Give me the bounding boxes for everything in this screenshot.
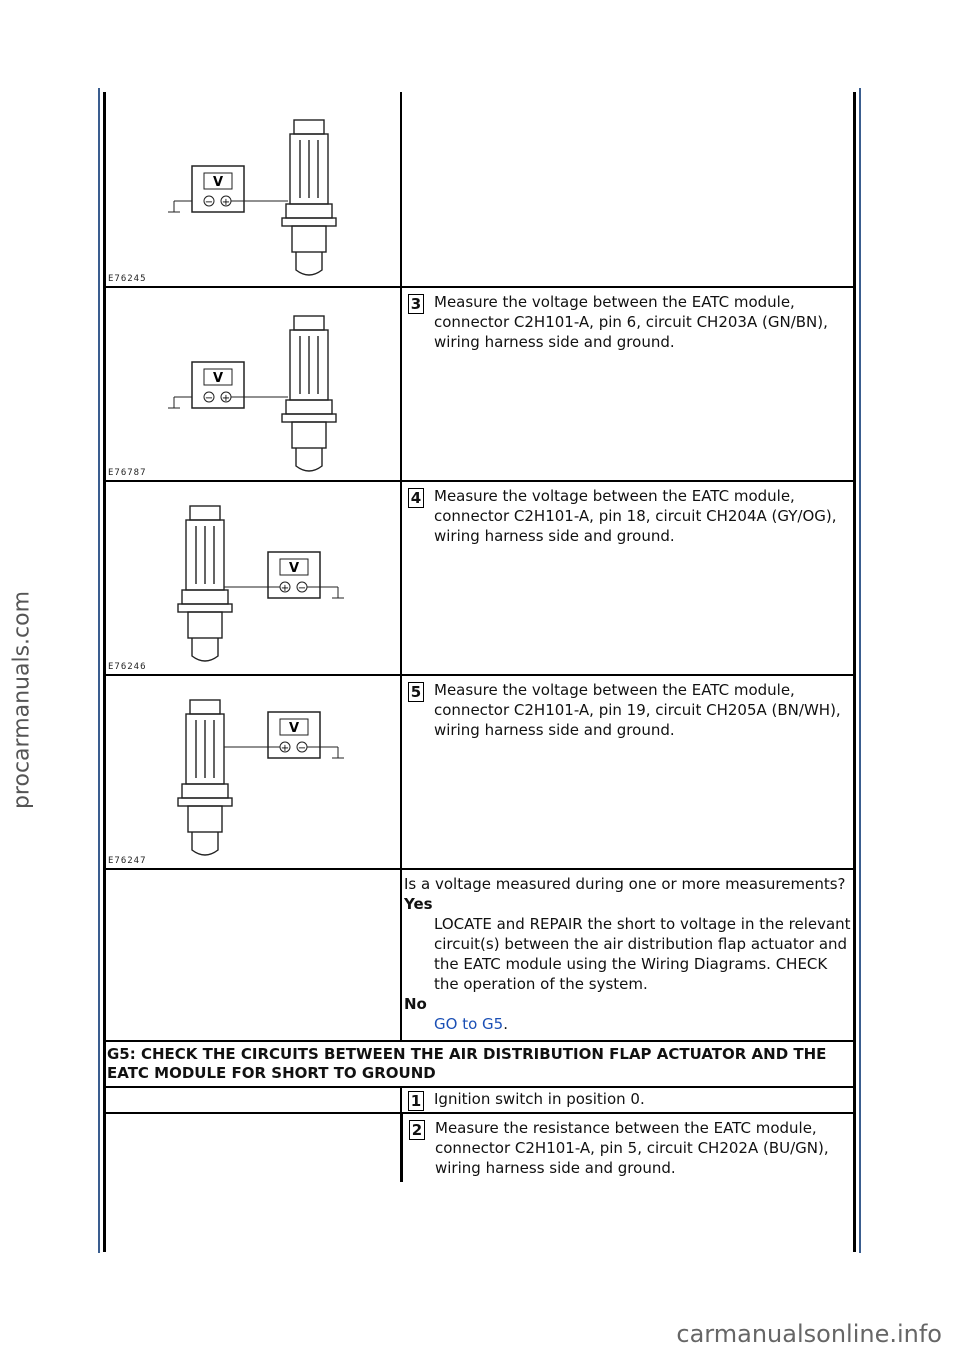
step-cell xyxy=(402,288,856,356)
g5-step-row-2 xyxy=(104,1114,856,1270)
empty-cell xyxy=(104,1114,400,1270)
no-suffix: . xyxy=(503,1015,508,1033)
no-text xyxy=(404,1014,852,1034)
figure-id: E76246 xyxy=(108,662,147,672)
connector-diagram-2 xyxy=(108,292,396,472)
question-row xyxy=(104,870,856,1042)
connector-diagram-4 xyxy=(108,680,396,860)
step-text: Measure the resistance between the EATC module, connector C2H101-A, pin 5, circuit CH202A (BU/GN), wiring harness side and ground. xyxy=(435,1119,829,1177)
figure-cell xyxy=(104,92,402,286)
empty-cell xyxy=(104,870,402,1040)
step-number: 3 xyxy=(408,294,424,314)
svg-text:+: + xyxy=(280,583,290,594)
connector-diagram-3 xyxy=(108,486,396,666)
svg-text:+: + xyxy=(280,743,290,754)
svg-text:+: + xyxy=(221,393,231,404)
svg-text:+: + xyxy=(221,197,231,208)
g5-heading: G5: CHECK THE CIRCUITS BETWEEN THE AIR DISTRIBUTION FLAP ACTUATOR AND THE EATC MODULE FOR SHORT TO GROUND xyxy=(107,1045,827,1082)
figure-row-1 xyxy=(104,92,856,288)
step-number: 1 xyxy=(408,1091,424,1111)
svg-text:−: − xyxy=(204,197,214,208)
go-to-g5-link[interactable]: GO to G5 xyxy=(434,1015,504,1033)
svg-text:V: V xyxy=(212,175,224,190)
step-4 xyxy=(406,486,852,546)
yes-label: Yes xyxy=(404,895,433,913)
g5-heading-row xyxy=(104,1042,856,1088)
step-row-3 xyxy=(104,288,856,482)
g5-step-1 xyxy=(406,1089,852,1111)
svg-text:V: V xyxy=(288,561,300,576)
connector-diagram-1 xyxy=(108,96,396,276)
watermark-bottom: carmanualsonline.info xyxy=(676,1320,942,1348)
step-number: 4 xyxy=(408,488,424,508)
no-label: No xyxy=(404,995,427,1013)
procedure-table xyxy=(104,92,856,1270)
svg-text:−: − xyxy=(297,583,307,594)
right-blue-rule xyxy=(859,88,861,1253)
svg-text:−: − xyxy=(204,393,214,404)
step-text: Ignition switch in position 0. xyxy=(434,1090,645,1108)
watermark-left: procarmanuals.com xyxy=(9,590,35,810)
step-5 xyxy=(406,680,852,740)
figure-cell xyxy=(104,676,402,868)
step-3 xyxy=(406,292,852,352)
question-cell xyxy=(402,870,856,1038)
empty-cell xyxy=(104,1088,402,1112)
figure-cell xyxy=(104,482,402,674)
question-text: Is a voltage measured during one or more measurements? xyxy=(404,875,846,893)
g5-step-2 xyxy=(407,1118,852,1178)
step-number: 2 xyxy=(409,1120,425,1140)
step-text: Measure the voltage between the EATC module, connector C2H101-A, pin 6, circuit CH203A (GN/BN), wiring harness side and ground. xyxy=(434,293,828,351)
step-row-5 xyxy=(104,676,856,870)
yes-text: LOCATE and REPAIR the short to voltage in the relevant circuit(s) between the air distribution flap actuator and the EATC module using the Wiring Diagrams. CHECK the operation of the system. xyxy=(434,915,851,993)
step-cell xyxy=(400,1114,856,1182)
step-row-4 xyxy=(104,482,856,676)
figure-id: E76787 xyxy=(108,468,147,478)
g5-step-row-1 xyxy=(104,1088,856,1114)
empty-cell xyxy=(402,92,856,100)
step-cell xyxy=(402,676,856,744)
svg-text:V: V xyxy=(288,721,300,736)
svg-text:−: − xyxy=(297,743,307,754)
figure-cell xyxy=(104,288,402,480)
step-text: Measure the voltage between the EATC module, connector C2H101-A, pin 19, circuit CH205A (BN/WH), wiring harness side and ground. xyxy=(434,681,841,739)
step-cell xyxy=(402,1088,856,1115)
step-number: 5 xyxy=(408,682,424,702)
step-cell xyxy=(402,482,856,550)
figure-id: E76247 xyxy=(108,856,147,866)
step-text: Measure the voltage between the EATC module, connector C2H101-A, pin 18, circuit CH204A (GY/OG), wiring harness side and ground. xyxy=(434,487,837,545)
svg-text:V: V xyxy=(212,371,224,386)
left-blue-rule xyxy=(98,88,100,1253)
figure-id: E76245 xyxy=(108,274,147,284)
